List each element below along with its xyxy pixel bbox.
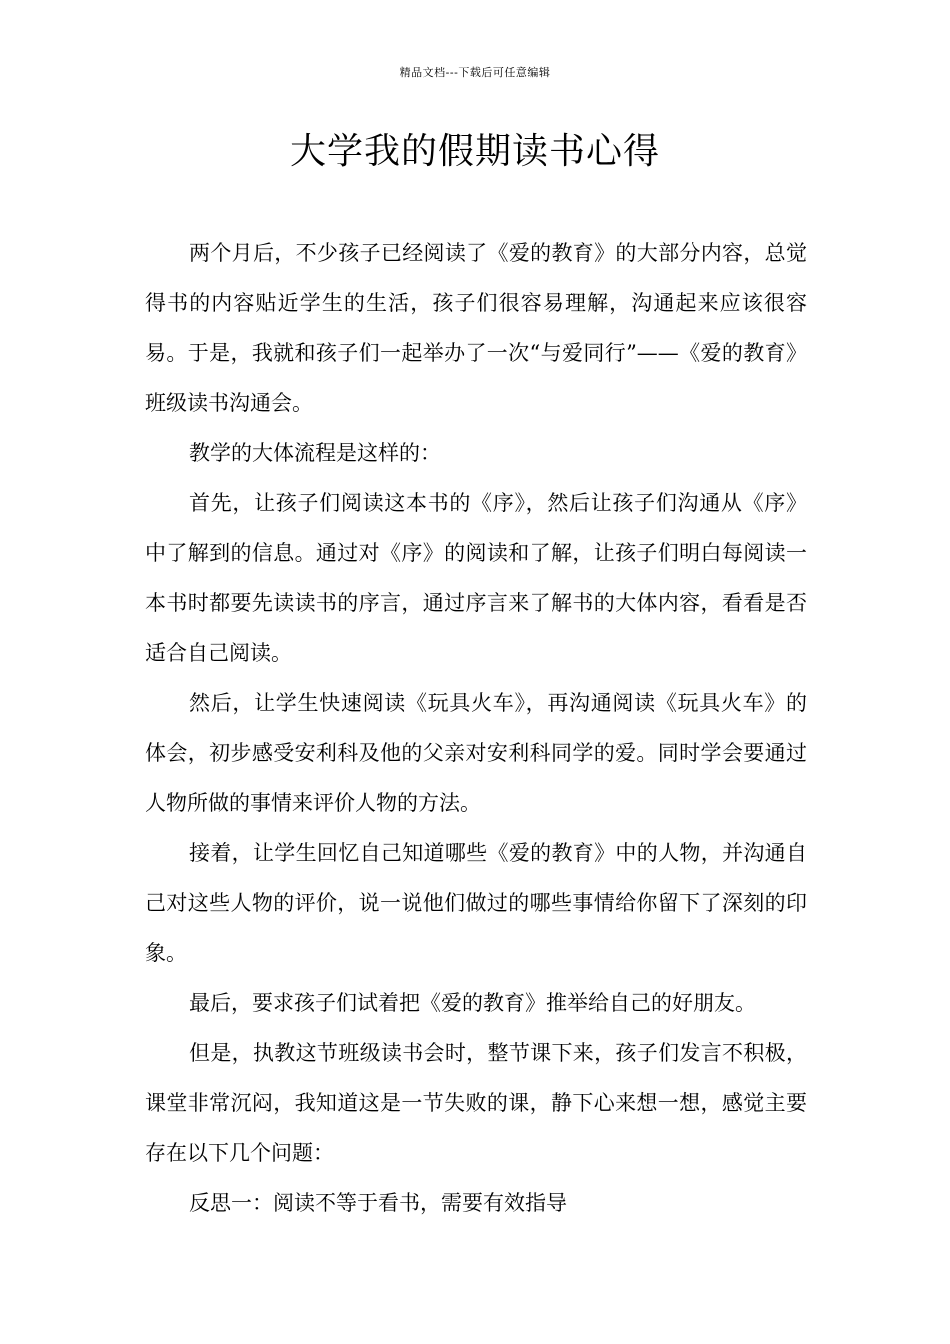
document-title: 大学我的假期读书心得 [289, 131, 660, 172]
document-body [145, 228, 807, 1228]
paragraph: 两个月后，不少孩子已经阅读了《爱的教育》的大部分内容，总觉得书的内容贴近学生的生活，孩子们很容易理解，沟通起来应该很容易。于是，我就和孩子们一起举办了一次“与爱同行”——《爱的教育》班级读书沟通会。 [145, 241, 807, 415]
page-header-note: 精品文档---下载后可任意编辑 [399, 66, 551, 79]
paragraph: 最后，要求孩子们试着把《爱的教育》推举给自己的好朋友。 [189, 991, 756, 1015]
paragraph: 但是，执教这节班级读书会时，整节课下来，孩子们发言不积极，课堂非常沉闷，我知道这是一节失败的课，静下心来想一想，感觉主要存在以下几个问题： [145, 1041, 807, 1165]
paragraph: 反思一：阅读不等于看书，需要有效指导 [189, 1191, 567, 1215]
paragraph: 首先，让孩子们阅读这本书的《序》，然后让孩子们沟通从《序》中了解到的信息。通过对《序》的阅读和了解，让孩子们明白每阅读一本书时都要先读读书的序言，通过序言来了解书的大体内容，看看是否适合自己阅读。 [145, 491, 807, 665]
paragraph: 教学的大体流程是这样的： [189, 441, 441, 465]
paragraph: 接着，让学生回忆自己知道哪些《爱的教育》中的人物，并沟通自己对这些人物的评价，说一说他们做过的哪些事情给你留下了深刻的印象。 [145, 841, 807, 965]
paragraph: 然后，让学生快速阅读《玩具火车》，再沟通阅读《玩具火车》的体会，初步感受安利科及他的父亲对安利科同学的爱。同时学会要通过人物所做的事情来评价人物的方法。 [145, 691, 807, 815]
